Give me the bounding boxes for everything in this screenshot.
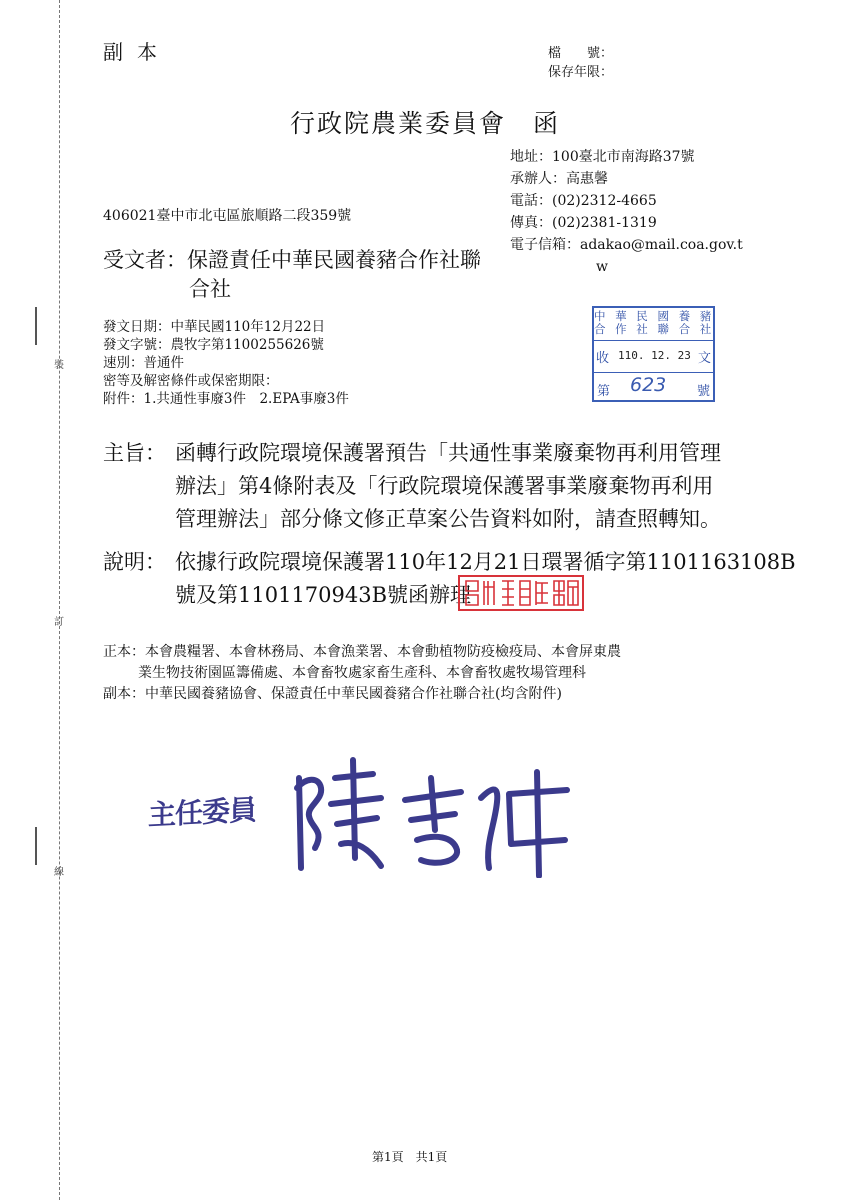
stamp-receive-char: 收 bbox=[596, 351, 610, 366]
copy-recipients: 副本：中華民國養豬協會、保證責任中華民國養豬合作社聯合社(均含附件) bbox=[103, 686, 562, 702]
stamp-ordinal-char: 第 bbox=[597, 384, 611, 399]
recipient bbox=[103, 246, 481, 304]
contact-phone: 電話：(02)2312-4665 bbox=[510, 193, 657, 209]
signature-handwritten bbox=[285, 748, 575, 878]
explanation-line1: 依據行政院環境保護署110年12月21日環署循字第1101163108B bbox=[175, 550, 796, 574]
doc-number: 發文字號：農牧字第1100255626號 bbox=[103, 337, 324, 353]
contact-email-cont: w bbox=[596, 259, 608, 275]
stamp-org bbox=[594, 308, 713, 341]
signature-title: 主任委員 bbox=[148, 793, 257, 832]
binding-mark-bottom: 線 bbox=[54, 867, 64, 878]
issue-date: 發文日期：中華民國110年12月22日 bbox=[103, 319, 326, 335]
stamp-org-line1: 中 華 民 國 養 豬 bbox=[594, 309, 715, 323]
original-recipients-cont: 業生物技術園區籌備處、本會畜牧處家畜生產科、本會畜牧處牧場管理科 bbox=[138, 665, 586, 681]
subject-label: 主旨： bbox=[103, 441, 166, 465]
distribution bbox=[103, 642, 621, 705]
sender-address: 406021臺中市北屯區旅順路二段359號 bbox=[103, 208, 352, 224]
explanation-line2: 號及第1101170943B號函辦理 bbox=[175, 583, 472, 607]
official-seal bbox=[458, 575, 584, 611]
stamp-date-row bbox=[594, 338, 713, 373]
contact-block bbox=[510, 146, 743, 278]
subject bbox=[103, 437, 783, 536]
binding-line bbox=[59, 0, 61, 1200]
stamp-date: 110. 12. 23 bbox=[618, 349, 691, 362]
contact-fax: 傳真：(02)2381-1319 bbox=[510, 215, 657, 231]
copy-label: 副本 bbox=[103, 40, 171, 64]
subject-line2: 辦法」第4條附表及「行政院環境保護署事業廢棄物再利用 bbox=[175, 474, 714, 498]
receipt-stamp bbox=[592, 306, 715, 402]
recipient-line2: 合社 bbox=[189, 277, 231, 301]
meta-block bbox=[103, 318, 349, 408]
page-footer: 第1頁 共1頁 bbox=[372, 1150, 448, 1164]
explanation bbox=[103, 546, 796, 612]
binding-mark-mid: 訂 bbox=[54, 617, 64, 628]
secrecy: 密等及解密條件或保密期限： bbox=[103, 373, 279, 389]
stamp-doc-char: 文 bbox=[697, 351, 711, 366]
binding-tick bbox=[35, 307, 37, 345]
attachments: 附件：1.共通性事廢3件 2.EPA事廢3件 bbox=[103, 391, 349, 407]
subject-line3: 管理辦法」部分條文修正草案公告資料如附，請查照轉知。 bbox=[175, 507, 721, 531]
file-meta bbox=[548, 44, 613, 82]
explanation-label: 說明： bbox=[103, 550, 166, 574]
binding-tick bbox=[35, 827, 37, 865]
org-title: 行政院農業委員會 函 bbox=[290, 109, 561, 138]
contact-handler: 承辦人：高惠馨 bbox=[510, 171, 608, 187]
recipient-line1: 受文者：保證責任中華民國養豬合作社聯 bbox=[103, 248, 481, 272]
contact-address: 地址：100臺北市南海路37號 bbox=[510, 149, 695, 165]
contact-email: 電子信箱：adakao@mail.coa.gov.t bbox=[510, 237, 743, 253]
file-number-label: 檔 號： bbox=[548, 46, 614, 61]
stamp-number: 623 bbox=[630, 374, 667, 396]
original-recipients: 正本：本會農糧署、本會林務局、本會漁業署、本會動植物防疫檢疫局、本會屏東農 bbox=[103, 644, 621, 660]
subject-line1: 函轉行政院環境保護署預告「共通性事業廢棄物再利用管理 bbox=[175, 441, 721, 465]
binding-mark-top: 裝 bbox=[54, 360, 64, 371]
retention-label: 保存年限： bbox=[548, 65, 614, 80]
stamp-org-line2: 合 作 社 聯 合 社 bbox=[594, 322, 715, 336]
speed: 速別：普通件 bbox=[103, 355, 184, 371]
stamp-number-char: 號 bbox=[696, 384, 710, 399]
